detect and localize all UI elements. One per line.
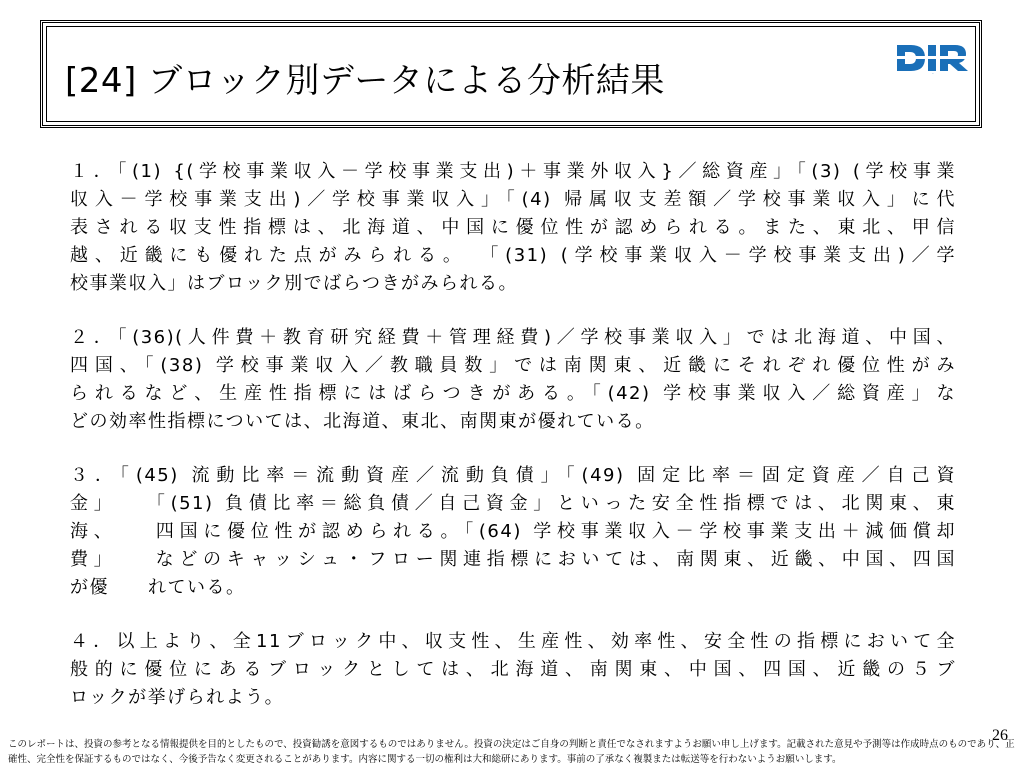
paragraph-2: [70, 324, 956, 436]
dir-logo-text: DIR: [932, 74, 934, 75]
paragraph-line: ４．以上より、全11ブロック中、収支性、生産性、効率性、安全性の指標において全: [70, 631, 956, 652]
paragraph-line: 費」 などのキャッシュ・フロー関連指標においては、南関東、近畿、中国、四国: [70, 549, 956, 570]
paragraph-line: 収入－学校事業支出)／学校事業収入」「(4) 帰属収支差額／学校事業収入」に代: [70, 189, 956, 210]
paragraph-line: ２．「(36)(人件費＋教育研究経費＋管理経費)／学校事業収入」では北海道、中国、: [70, 327, 956, 348]
page-number: 26: [992, 727, 1008, 744]
dir-logo: [893, 41, 971, 75]
paragraph-1: [70, 158, 956, 298]
paragraph-line: ３．「(45) 流動比率＝流動資産／流動負債」「(49) 固定比率＝固定資産／自己資: [70, 465, 956, 486]
paragraph-line: られるなど、生産性指標にはばらつきがある。「(42) 学校事業収入／総資産」な: [70, 383, 956, 404]
paragraph-3: [70, 462, 956, 602]
paragraph-line: 越、近畿にも優れた点がみられる。 「(31) (学校事業収入－学校事業支出)／学: [70, 245, 956, 266]
paragraph-line: 海、 四国に優位性が認められる。「(64) 学校事業収入－学校事業支出＋減価償却: [70, 521, 956, 542]
paragraph-4: [70, 628, 956, 712]
paragraph-line: どの効率性指標については、北海道、東北、南関東が優れている。: [70, 411, 655, 432]
paragraph-line: 金」 「(51) 負債比率＝総負債／自己資金」といった安全性指標では、北関東、東: [70, 493, 956, 514]
disclaimer-line: このレポートは、投資の参考となる情報提供を目的としたもので、投資勧誘を意図するものではありません。投資の決定はご自身の判断と責任でなされますようお願い申し上げます。記載された意見や予測等は作成時点のものであり、正: [8, 739, 1015, 750]
paragraph-line: 校事業収入」はブロック別でばらつきがみられる。: [70, 273, 518, 294]
paragraph-line: 表される収支性指標は、北海道、中国に優位性が認められる。また、東北、甲信: [70, 217, 956, 238]
paragraph-line: が優 れている。: [70, 577, 246, 598]
paragraph-line: ロックが挙げられよう。: [70, 687, 285, 708]
paragraph-line: 四国、「(38) 学校事業収入／教職員数」では南関東、近畿にそれぞれ優位性がみ: [70, 355, 956, 376]
paragraph-line: 般的に優位にあるブロックとしては、北海道、南関東、中国、四国、近畿の５ブ: [70, 659, 956, 680]
paragraph-line: １．「(1) {(学校事業収入－学校事業支出)＋事業外収入}／総資産」「(3) (学校事業: [70, 161, 956, 182]
disclaimer-footer: [8, 737, 1015, 767]
title-box: [40, 20, 982, 128]
page-title: [24] ブロック別データによる分析結果: [65, 61, 665, 101]
main-content: [70, 158, 956, 738]
disclaimer-line: 確性、完全性を保証するものではなく、今後予告なく変更されることがあります。内容に関する一切の権利は大和総研にあります。事前の了承なく複製または転送等を行わないようお願いします。: [8, 754, 842, 765]
